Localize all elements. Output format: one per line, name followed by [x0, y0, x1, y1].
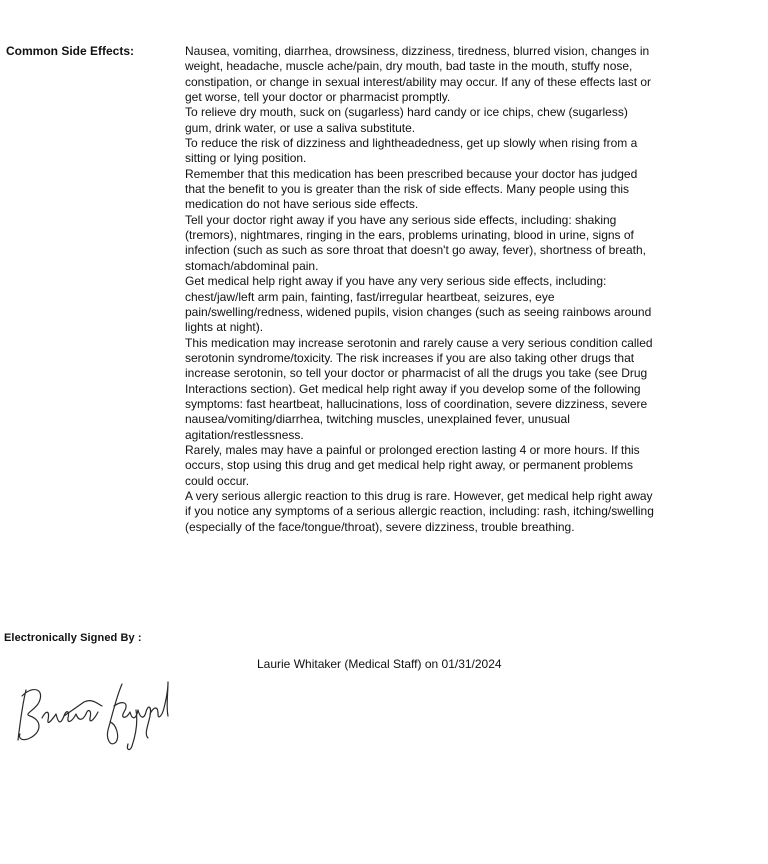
handwritten-signature [12, 676, 172, 754]
common-side-effects-label: Common Side Effects: [6, 44, 135, 58]
side-effects-paragraph: Nausea, vomiting, diarrhea, drowsiness, dizziness, tiredness, blurred vision, changes in weight, headache, muscle ache/pain, dry mouth, bad taste in the mouth, stuffy nose, constipation, or change in sexual interest/ability may occur. If any of these effects last or get worse, tell your doctor or pharmacist promptly. [185, 44, 652, 105]
side-effects-paragraph: Rarely, males may have a painful or prolonged erection lasting 4 or more hours. If this occurs, stop using this drug and get medical help right away, or permanent problems could occur. [185, 442, 640, 488]
signer-name-date: Laurie Whitaker (Medical Staff) on 01/31/2024 [257, 657, 502, 671]
side-effects-paragraph: To reduce the risk of dizziness and lightheadedness, get up slowly when rising from a sitting or lying position. [185, 136, 638, 166]
side-effects-text [185, 44, 655, 535]
side-effects-paragraph: Tell your doctor right away if you have any serious side effects, including: shaking (tremors), nightmares, ringing in the ears, problems urinating, blood in urine, signs of infection (such as such as sore throat that doesn't go away, fever), shortness of breath, stomach/abdominal pain. [185, 212, 646, 273]
side-effects-paragraph: This medication may increase serotonin and rarely cause a very serious condition called serotonin syndrome/toxicity. The risk increases if you are also taking other drugs that increase serotonin, so tell your doctor or pharmacist of all the drugs you take (see Drug Interactions section). Get medical help right away if you develop some of the following symptoms: fast heartbeat, hallucinations, loss of coordination, severe dizziness, severe nausea/vomiting/diarrhea, twitching muscles, unexplained fever, unusual agitation/restlessness. [185, 335, 653, 442]
side-effects-paragraph: Remember that this medication has been prescribed because your doctor has judged that the benefit to you is greater than the risk of side effects. Many people using this medication do not have serious side effects. [185, 166, 638, 212]
side-effects-paragraph: A very serious allergic reaction to this drug is rare. However, get medical help right away if you notice any symptoms of a serious allergic reaction, including: rash, itching/swelling (especially of the face/tongue/throat), severe dizziness, trouble breathing. [185, 488, 654, 534]
electronically-signed-by-label: Electronically Signed By : [4, 632, 142, 644]
side-effects-paragraph: Get medical help right away if you have any very serious side effects, including: chest/jaw/left arm pain, fainting, fast/irregular heartbeat, seizures, eye pain/swelling/redness, widened pupils, vision changes (such as seeing rainbows around lights at night). [185, 274, 652, 335]
side-effects-paragraph: To relieve dry mouth, suck on (sugarless) hard candy or ice chips, chew (sugarless) gum, drink water, or use a saliva substitute. [185, 105, 628, 135]
